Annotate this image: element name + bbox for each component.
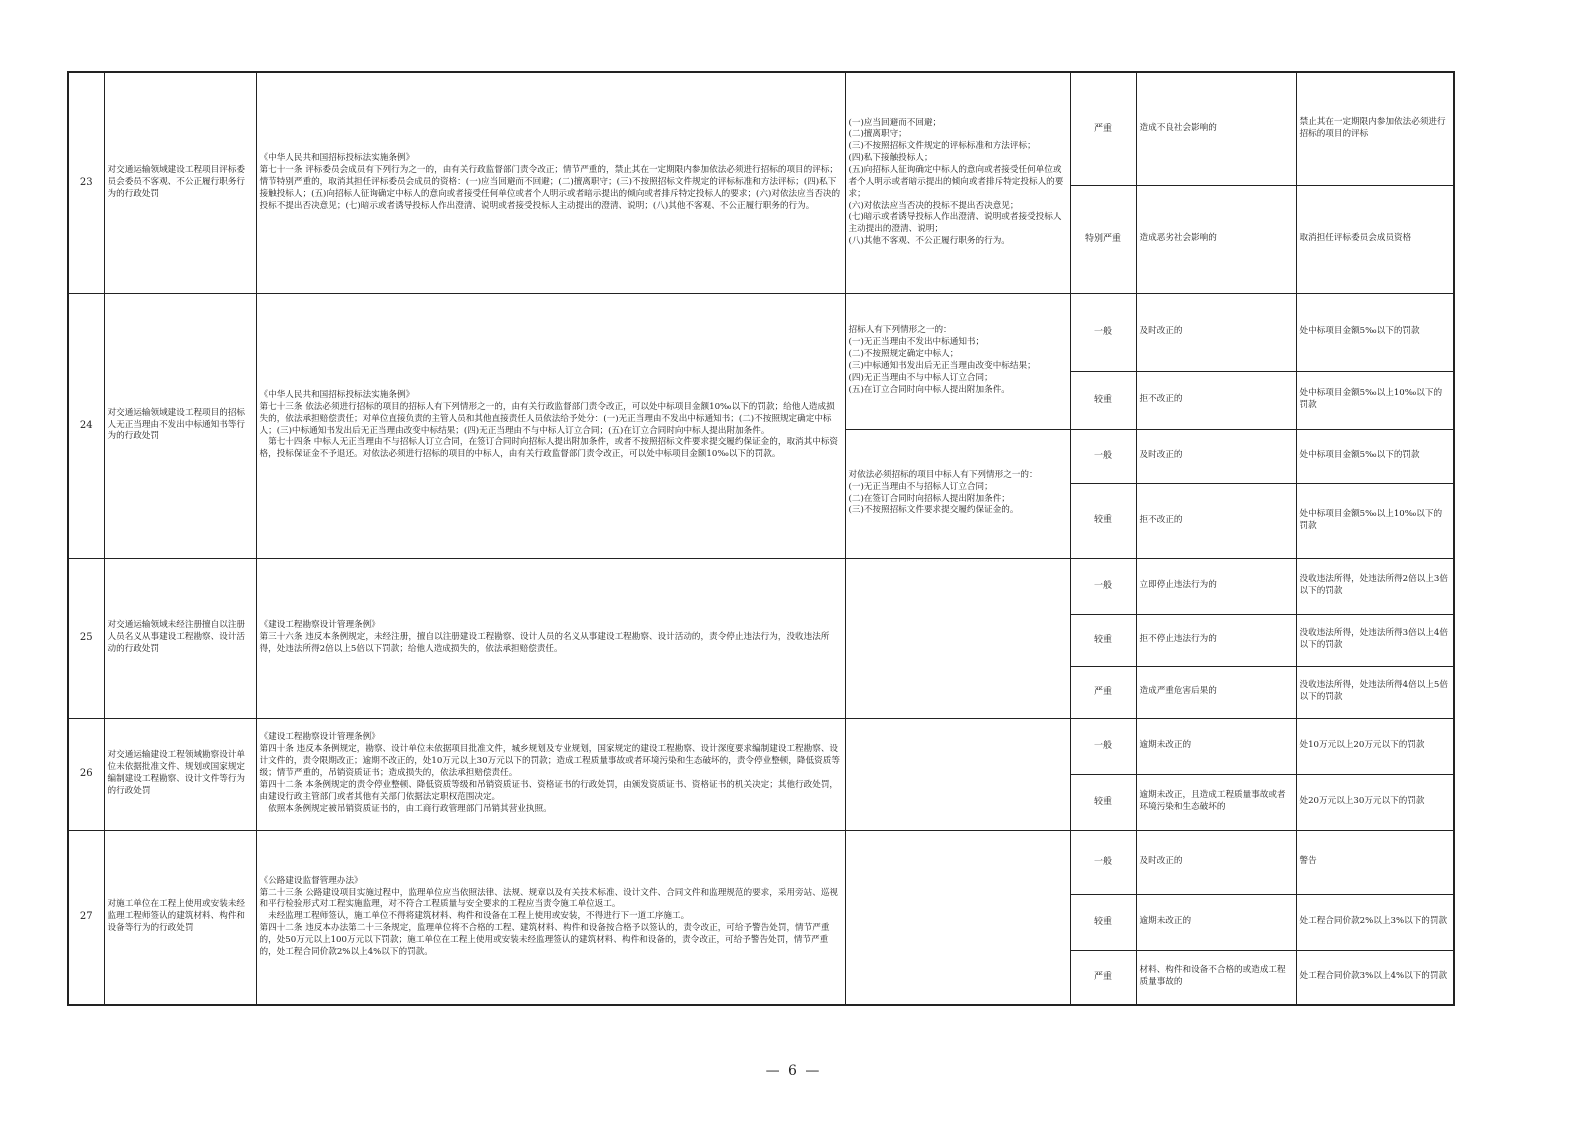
penalty-standard: 处工程合同价款3%以上4%以下的罚款 (1296, 950, 1454, 1005)
severity-level: 较重 (1070, 614, 1136, 666)
item-name: 对交通运输领域未经注册擅自以注册人员名义从事建设工程勘察、设计活动的行政处罚 (104, 558, 256, 718)
legal-basis: 《建设工程勘察设计管理条例》 第三十六条 违反本条例规定，未经注册，擅自以注册建设工程勘察、设计人员的名义从事建设工程勘察、设计活动的，责令停止违法行为，没收违法所得，处违法所得2倍以上5倍以下罚款；给他人造成损失的，依法承担赔偿责任。 (256, 558, 845, 718)
page-number: — 6 — (765, 1063, 822, 1079)
violation-situation: 对依法必须招标的项目中标人有下列情形之一的： (一)无正当理由不与招标人订立合同； (二)在签订合同时向招标人提出附加条件； (三)不按照招标文件要求提交履约保证金的。 (845, 429, 1070, 558)
penalty-standard: 处中标项目金额5‰以上10‰以下的罚款 (1296, 483, 1454, 558)
severity-standard: 逾期未改正的 (1136, 894, 1296, 950)
severity-level: 较重 (1070, 894, 1136, 950)
severity-standard: 造成严重危害后果的 (1136, 666, 1296, 718)
penalty-standard: 没收违法所得，处违法所得3倍以上4倍以下的罚款 (1296, 614, 1454, 666)
severity-standard: 逾期未改正的 (1136, 718, 1296, 774)
severity-level: 较重 (1070, 483, 1136, 558)
severity-level: 一般 (1070, 558, 1136, 614)
severity-level: 一般 (1070, 830, 1136, 894)
severity-level: 一般 (1070, 429, 1136, 483)
severity-standard: 拒不停止违法行为的 (1136, 614, 1296, 666)
violation-situation (845, 830, 1070, 1005)
penalty-standard: 处中标项目金额5‰以下的罚款 (1296, 429, 1454, 483)
item-name: 对交通运输领域建设工程项目评标委员会委员不客观、不公正履行职务行为的行政处罚 (104, 72, 256, 293)
row-number: 23 (68, 72, 104, 293)
penalty-standard: 警告 (1296, 830, 1454, 894)
severity-standard: 及时改正的 (1136, 429, 1296, 483)
item-name: 对交通运输领域建设工程项目的招标人无正当理由不发出中标通知书等行为的行政处罚 (104, 293, 256, 558)
violation-situation: 招标人有下列情形之一的： (一)无正当理由不发出中标通知书； (二)不按照规定确定中标人； (三)中标通知书发出后无正当理由改变中标结果； (四)无正当理由不与中标人订立合同； (五)在订立合同时向中标人提出附加条件。 (845, 293, 1070, 429)
severity-level: 严重 (1070, 950, 1136, 1005)
row-number: 25 (68, 558, 104, 718)
severity-level: 严重 (1070, 72, 1136, 185)
severity-level: 一般 (1070, 718, 1136, 774)
penalty-standard: 禁止其在一定期限内参加依法必须进行招标的项目的评标 (1296, 72, 1454, 185)
row-number: 24 (68, 293, 104, 558)
legal-basis: 《中华人民共和国招标投标法实施条例》 第七十三条 依法必须进行招标的项目的招标人有下列情形之一的，由有关行政监督部门责令改正，可以处中标项目金额10‰以下的罚款；给他人造成损失的，依法承担赔偿责任；对单位直接负责的主管人员和其他直接责任人员依法给予处分：(一)无正当理由不发出中标通知书；(二)不按照规定确定中标人；(三)中标通知书发出后无正当理由改变中标结果；(四)无正当理由不与中标人订立合同；(五)在订立合同时向中标人提出附加条件。 第七十四条 中标人无正当理由不与招标人订立合同，在签订合同时向招标人提出附加条件，或者不按照招标文件要求提交履约保证金的，取消其中标资格，投标保证金不予退还。对依法必须进行招标的项目的中标人，由有关行政监督部门责令改正，可以处中标项目金额10‰以下的罚款。 (256, 293, 845, 558)
legal-basis: 《中华人民共和国招标投标法实施条例》 第七十一条 评标委员会成员有下列行为之一的，由有关行政监督部门责令改正；情节严重的，禁止其在一定期限内参加依法必须进行招标的项目的评标；情节特别严重的，取消其担任评标委员会成员的资格：(一)应当回避而不回避；(二)擅离职守；(三)不按照招标文件规定的评标标准和方法评标；(四)私下接触投标人；(五)向招标人征询确定中标人的意向或者接受任何单位或者个人明示或者暗示提出的倾向或者排斥特定投标人的要求；(六)对依法应当否决的投标不提出否决意见；(七)暗示或者诱导投标人作出澄清、说明或者接受投标人主动提出的澄清、说明；(八)其他不客观、不公正履行职务的行为。 (256, 72, 845, 293)
penalty-standard: 处中标项目金额5‰以上10‰以下的罚款 (1296, 371, 1454, 429)
violation-situation (845, 718, 1070, 830)
penalty-standard: 取消担任评标委员会成员资格 (1296, 185, 1454, 293)
severity-standard: 造成不良社会影响的 (1136, 72, 1296, 185)
penalty-standard: 处工程合同价款2%以上3%以下的罚款 (1296, 894, 1454, 950)
penalty-standard: 没收违法所得，处违法所得4倍以上5倍以下的罚款 (1296, 666, 1454, 718)
violation-situation: (一)应当回避而不回避； (二)擅离职守； (三)不按照招标文件规定的评标标准和方法评标； (四)私下接触投标人； (五)向招标人征询确定中标人的意向或者接受任何单位或者个人明示或者暗示提出的倾向或者排斥特定投标人的要求； (六)对依法应当否决的投标不提出否决意见； (七)暗示或者诱导投标人作出澄清、说明或者接受投标人主动提出的澄清、说明； (八)其他不客观、不公正履行职务的行为。 (845, 72, 1070, 293)
legal-basis: 《建设工程勘察设计管理条例》 第四十条 违反本条例规定，勘察、设计单位未依据项目批准文件，城乡规划及专业规划，国家规定的建设工程勘察、设计深度要求编制建设工程勘察、设计文件的，责令限期改正；逾期不改正的，处10万元以上30万元以下的罚款；造成工程质量事故或者环境污染和生态破坏的，责令停业整顿，降低资质等级；情节严重的，吊销资质证书；造成损失的，依法承担赔偿责任。 第四十二条 本条例规定的责令停业整顿、降低资质等级和吊销资质证书、资格证书的行政处罚，由颁发资质证书、资格证书的机关决定；其他行政处罚，由建设行政主管部门或者其他有关部门依据法定职权范围决定。 依照本条例规定被吊销资质证书的，由工商行政管理部门吊销其营业执照。 (256, 718, 845, 830)
severity-standard: 立即停止违法行为的 (1136, 558, 1296, 614)
legal-basis: 《公路建设监督管理办法》 第二十三条 公路建设项目实施过程中，监理单位应当依照法律、法规、规章以及有关技术标准、设计文件、合同文件和监理规范的要求，采用旁站、巡视和平行检验形式对工程实施监理，对不符合工程质量与安全要求的工程应当责令施工单位返工。 未经监理工程师签认，施工单位不得将建筑材料、构件和设备在工程上使用或安装，不得进行下一道工序施工。 第四十二条 违反本办法第二十三条规定，监理单位将不合格的工程、建筑材料、构件和设备按合格予以签认的，责令改正，可给予警告处罚，情节严重的，处50万元以上100万元以下罚款；施工单位在工程上使用或安装未经监理签认的建筑材料、构件和设备的，责令改正，可给予警告处罚，情节严重的，处工程合同价款2%以上4%以下的罚款。 (256, 830, 845, 1005)
severity-standard: 造成恶劣社会影响的 (1136, 185, 1296, 293)
severity-level: 较重 (1070, 774, 1136, 830)
penalty-standard: 处中标项目金额5‰以下的罚款 (1296, 293, 1454, 371)
severity-level: 严重 (1070, 666, 1136, 718)
discretion-standard-table (67, 71, 1455, 1006)
row-number: 27 (68, 830, 104, 1005)
item-name: 对交通运输建设工程领域勘察设计单位未依据批准文件、规划或国家规定编制建设工程勘察、设计文件等行为的行政处罚 (104, 718, 256, 830)
severity-standard: 逾期未改正，且造成工程质量事故或者环境污染和生态破坏的 (1136, 774, 1296, 830)
severity-level: 一般 (1070, 293, 1136, 371)
severity-standard: 拒不改正的 (1136, 483, 1296, 558)
penalty-standard: 处20万元以上30万元以下的罚款 (1296, 774, 1454, 830)
severity-level: 特别严重 (1070, 185, 1136, 293)
item-name: 对施工单位在工程上使用或安装未经监理工程师签认的建筑材料、构件和设备等行为的行政处罚 (104, 830, 256, 1005)
severity-standard: 材料、构件和设备不合格的或造成工程质量事故的 (1136, 950, 1296, 1005)
severity-standard: 及时改正的 (1136, 293, 1296, 371)
severity-standard: 拒不改正的 (1136, 371, 1296, 429)
penalty-standard: 没收违法所得，处违法所得2倍以上3倍以下的罚款 (1296, 558, 1454, 614)
row-number: 26 (68, 718, 104, 830)
severity-level: 较重 (1070, 371, 1136, 429)
violation-situation (845, 558, 1070, 718)
severity-standard: 及时改正的 (1136, 830, 1296, 894)
penalty-standard: 处10万元以上20万元以下的罚款 (1296, 718, 1454, 774)
